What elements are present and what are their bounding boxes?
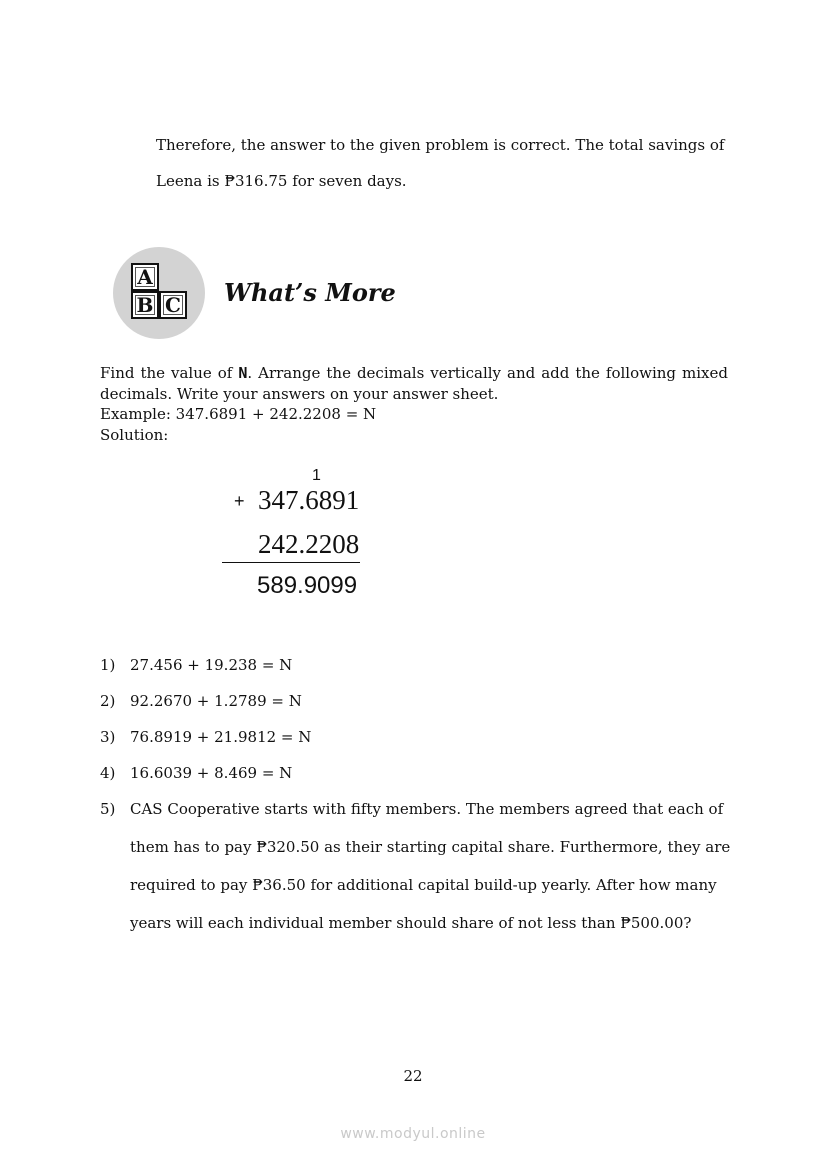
- word-problem-line-4: years will each individual member should share of not less than ₱500.00?: [130, 914, 692, 932]
- item-number: 1): [100, 656, 116, 674]
- sum-result: 589.9099: [257, 572, 358, 599]
- carry-digit: 1: [312, 467, 321, 484]
- instructions-rest: . Arrange the decimals vertically and add the following mixed decimals. Write your answers on your answer sheet.: [100, 364, 728, 403]
- item-number: 3): [100, 728, 116, 746]
- item-text: 76.8919 + 21.9812 = N: [130, 728, 312, 746]
- item-text: 16.6039 + 8.469 = N: [130, 764, 293, 782]
- word-problem-line-3: required to pay ₱36.50 for additional capital build-up yearly. After how many: [130, 876, 717, 894]
- variable-n: N: [238, 364, 248, 382]
- sum-rule: [222, 562, 360, 563]
- word-problem-line-1: CAS Cooperative starts with fifty members. The members agreed that each of: [130, 800, 724, 818]
- block-a: A: [131, 263, 159, 291]
- example-text: Example: 347.6891 + 242.2208 = N: [100, 405, 377, 423]
- item-number: 5): [100, 800, 116, 818]
- word-problem-line-2: them has to pay ₱320.50 as their starting capital share. Furthermore, they are: [130, 838, 731, 856]
- instructions-lead: Find the value of: [100, 364, 239, 382]
- block-b: B: [131, 291, 159, 319]
- abc-blocks-icon: [113, 247, 205, 339]
- solution-label: Solution:: [100, 425, 169, 444]
- conclusion-line-1: Therefore, the answer to the given problem is correct. The total savings of: [156, 136, 725, 154]
- item-number: 4): [100, 764, 116, 782]
- item-text: 92.2670 + 1.2789 = N: [130, 692, 302, 710]
- conclusion-line-2: Leena is ₱316.75 for seven days.: [156, 172, 407, 190]
- section-title: What’s More: [224, 278, 396, 307]
- watermark: www.modyul.online: [340, 1126, 486, 1142]
- plus-operator: +: [234, 491, 245, 511]
- page-number: 22: [403, 1067, 423, 1085]
- block-c: C: [159, 291, 187, 319]
- item-number: 2): [100, 692, 116, 710]
- addend-1: 347.6891: [258, 485, 360, 515]
- instructions: [100, 363, 728, 445]
- item-text: 27.456 + 19.238 = N: [130, 656, 293, 674]
- addend-2: 242.2208: [258, 529, 360, 559]
